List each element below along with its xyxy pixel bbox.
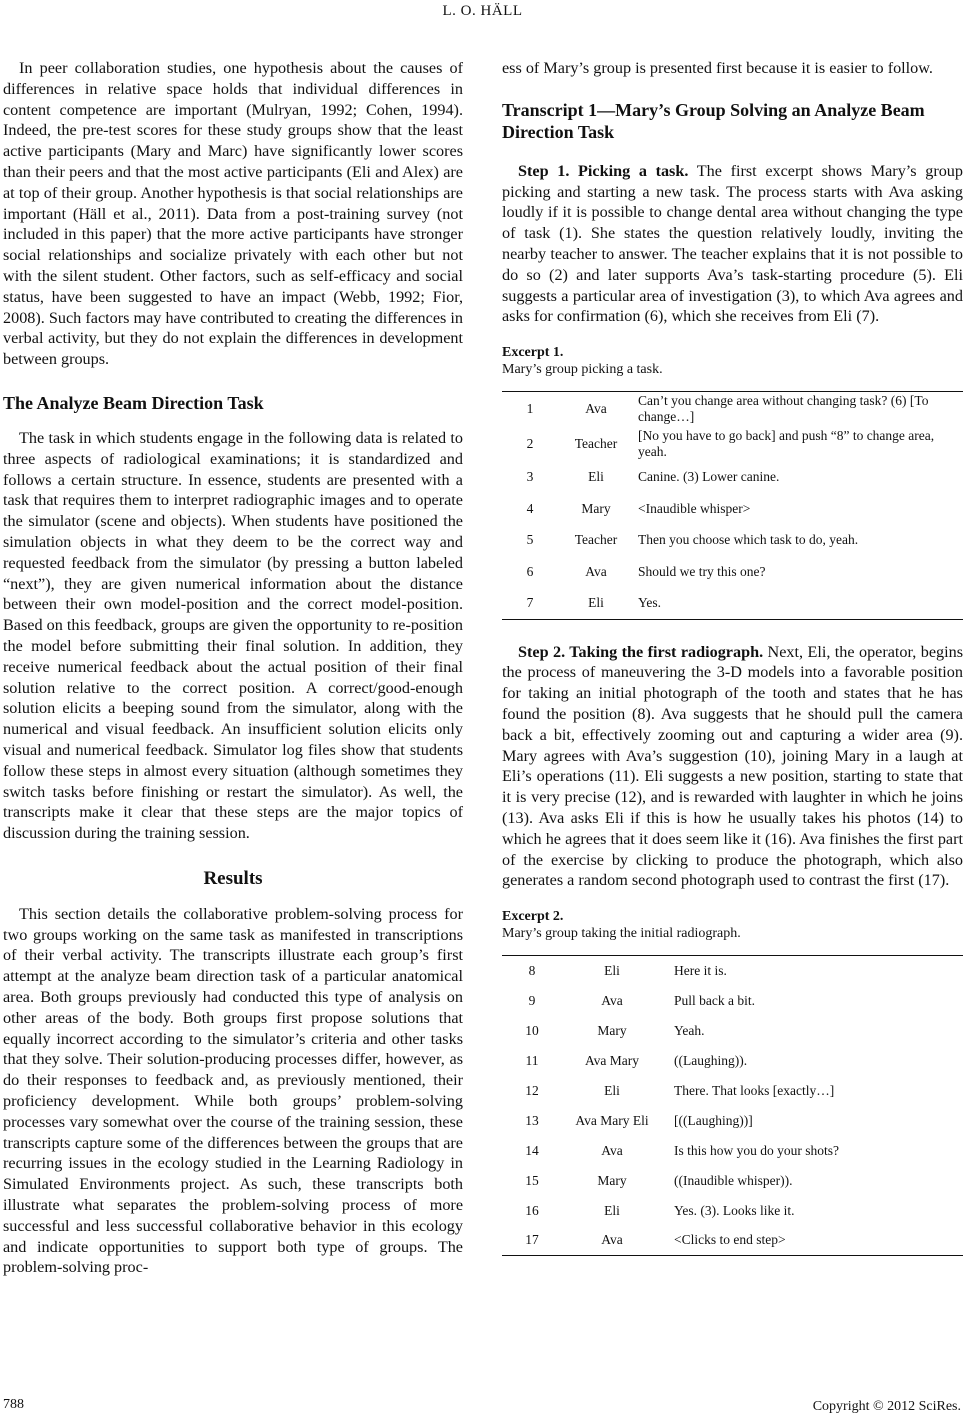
line-number: 10 (525, 1022, 539, 1038)
speaker: Eli (604, 1082, 620, 1098)
table-row (502, 392, 963, 427)
table-row (502, 556, 963, 588)
table-row (502, 525, 963, 557)
utterance: [((Laughing))] (674, 1112, 753, 1128)
speaker: Teacher (574, 436, 618, 452)
line-number: 7 (526, 595, 534, 611)
section-heading-results: Results (203, 867, 263, 889)
line-number: 2 (526, 436, 534, 452)
utterance: Can’t you change area without changing task? (6) [To change…] (638, 393, 929, 425)
line-number: 4 (526, 500, 534, 516)
utterance: Yes. (638, 595, 662, 611)
line-number: 12 (525, 1082, 539, 1098)
speaker: Ava (601, 1142, 623, 1158)
table-row (502, 1136, 963, 1166)
page-number: 788 (3, 1397, 24, 1412)
paragraph-step2 (502, 642, 963, 892)
speaker: Eli (604, 1202, 620, 1218)
utterance: ((Inaudible whisper)). (674, 1172, 793, 1188)
step1-text: The first excerpt shows Mary’s group picking and starting a new task. The process starts with Ava asking loudly if it is possible to change dental area without changing the type of task (1). She states the question relatively loudly, inviting the nearby teacher to answer. The teacher explains that it is not possible to do so (2) and later supports Ava’s task-starting procedure (5). Eli suggests a particular area of investigation (3), to which Ava agrees and asks for confirmation (6), which she receives from Eli (7). (502, 161, 963, 326)
speaker: Ava (601, 1232, 623, 1248)
step1-title: Step 1. Picking a task. (518, 161, 689, 180)
line-number: 17 (525, 1232, 539, 1248)
table-row (502, 1046, 963, 1076)
speaker: Teacher (574, 532, 618, 548)
speaker: Ava (601, 992, 623, 1008)
step2-text: Next, Eli, the operator, begins the process of maneuvering the 3-D models into a favorable position for taking an initial photograph of the tooth and states that he has found the position (8). Ava suggests that he should pull the camera back a bit, effectively zooming out and capturing a wider area (9). Mary agrees with Ava’s suggestion (10), joining Mary in a laugh at Eli’s operations (11). Eli suggests a new position, starting to state that it is very precise (12), and is rewarded with laughter in which he joins (13). Ava asks Eli if this is how he usually takes his photos (14) to which he agrees that it does seem like it (16). Ava finishes the first part of the exercise by clicking to produce the photograph, which also generates a random second photograph used to contrast the first (17). (502, 642, 963, 890)
line-number: 13 (525, 1112, 539, 1128)
utterance: <Inaudible whisper> (638, 500, 751, 516)
section-heading-analyze-beam: The Analyze Beam Direction Task (3, 392, 264, 413)
copyright-notice: Copyright © 2012 SciRes. (812, 1399, 961, 1414)
utterance: Pull back a bit. (674, 992, 755, 1008)
transcript-heading: Transcript 1—Mary’s Group Solving an Analyze Beam Direction Task (502, 99, 925, 142)
table-row (502, 956, 963, 986)
table-row (502, 588, 963, 620)
table-row (502, 1106, 963, 1136)
right-column (502, 58, 963, 1256)
paragraph-results-intro: This section details the collaborative problem-solving process for two groups working on the same task as manifested in transcriptions of their verbal activity. The transcripts illustrate each group’s first attempt at the analyze beam direction task of a particular anatomical area. Both groups previously had conducted this type of analysis on other areas of the body. Both groups first propose solutions that equally incorrect according to the simulator’s criteria and other tasks that they solve. Their solution-producing processes differ, however, as do their responses to feedback and, as previously mentioned, their proficiency development. While both groups’ problem-solving processes vary somewhat over the course of the training session, these transcripts capture some of the differences between the groups that are recurring issues in the ecology studied in the Learning Radiology in Simulated Environments project. As such, these transcripts both illustrate what separates the problem-solving process of more successful and less successful collaborative behavior in this ecology and indicate opportunities to support both type of groups. The problem-solving proc- (3, 904, 463, 1277)
table-row (502, 1076, 963, 1106)
speaker: Eli (604, 962, 620, 978)
excerpt2-caption: Mary’s group taking the initial radiograph. (502, 926, 741, 942)
paragraph-task-description: The task in which students engage in the following data is related to three aspects of radiological examinations; it is standardized and follows a certain structure. In essence, students are presented with a task that requires them to interpret radiographic images and to operate the simulator (scene and objects). When students have positioned the simulation objects in what they deem to be the correct way and requested feedback from the simulator (by pressing a button labeled “next”), they are given numerical information about the distance between their own model-position and the correct model-position. Based on this feedback, groups are given the opportunity to re-position the model before submitting their final solution. In addition, they receive numerical feedback about the actual position of their final solution relative to the correct position. A correct/good-enough solution elicits a beeping sound from the simulator, along with the numerical and visual feedback. An insufficient solution elicits only visual and numerical feedback. Simulator log files show that students follow these steps in almost every situation (although sometimes they switch tasks before finishing or restart the simulator). As well, the transcripts make it clear that these steps are the major topics of discussion during the training session. (3, 428, 463, 843)
table-row (502, 1196, 963, 1226)
table-row (502, 427, 963, 462)
utterance: Then you choose which task to do, yeah. (638, 532, 859, 548)
line-number: 16 (525, 1202, 539, 1218)
left-column (3, 58, 463, 1278)
table-row (502, 493, 963, 525)
running-head: L. O. HÄLL (442, 3, 523, 19)
utterance: <Clicks to end step> (674, 1232, 786, 1248)
line-number: 11 (525, 1052, 539, 1068)
speaker: Ava Mary Eli (575, 1112, 649, 1128)
line-number: 14 (525, 1142, 539, 1158)
excerpt1-table (502, 391, 963, 620)
line-number: 8 (528, 962, 536, 978)
table-row (502, 986, 963, 1016)
step2-title: Step 2. Taking the first radiograph. (518, 642, 764, 661)
speaker: Ava (585, 563, 607, 579)
speaker: Mary (581, 500, 611, 516)
utterance: [No you have to go back] and push “8” to change area, yeah. (638, 428, 935, 460)
speaker: Ava (585, 401, 607, 417)
table-row (502, 462, 963, 494)
excerpt1-label: Excerpt 1. (502, 345, 564, 361)
excerpt2-table (502, 955, 963, 1256)
table-row (502, 1166, 963, 1196)
paragraph-peer-collaboration: In peer collaboration studies, one hypothesis about the causes of differences in relative space holds that individual differences in content competence are important (Mulryan, 1992; Cohen, 1994). Indeed, the pre-test scores for these study groups show that the least active participants (Mary and Marc) have significantly lower scores than their peers and that the most active participants (Eli and Alex) are at top of their group. Another hypothesis is that social relationships are important (Häll et al., 2011). Data from a post-training survey (not included in this paper) that the more active participants have stronger social relationships and socialize privately with each other but not with the silent student. Other factors, such as self-efficacy and social status, have been suggested to have an impact (Webb, 1992; Fior, 2008). Such factors may have contributed to creating the differences in verbal activity, but they do not explain the differences in development between groups. (3, 59, 463, 369)
speaker: Ava Mary (584, 1052, 640, 1068)
utterance: ((Laughing)). (674, 1052, 748, 1068)
line-number: 6 (526, 563, 534, 579)
table-row (502, 1016, 963, 1046)
speaker: Eli (588, 595, 604, 611)
utterance: Yes. (3). Looks like it. (674, 1202, 795, 1218)
utterance: Here it is. (674, 962, 727, 978)
line-number: 15 (525, 1172, 539, 1188)
speaker: Mary (597, 1022, 627, 1038)
utterance: Yeah. (674, 1022, 705, 1038)
table-row (502, 1226, 963, 1256)
line-number: 3 (526, 469, 534, 485)
excerpt2-label: Excerpt 2. (502, 909, 564, 925)
utterance: Canine. (3) Lower canine. (638, 469, 780, 485)
utterance: Is this how you do your shots? (674, 1142, 839, 1158)
excerpt1-caption: Mary’s group picking a task. (502, 362, 663, 378)
speaker: Mary (597, 1172, 627, 1188)
paragraph-step1 (502, 161, 963, 327)
paragraph-continuation: ess of Mary’s group is presented first because it is easier to follow. (502, 59, 933, 77)
speaker: Eli (588, 469, 604, 485)
line-number: 9 (528, 992, 536, 1008)
utterance: Should we try this one? (638, 563, 766, 579)
line-number: 1 (526, 401, 534, 417)
utterance: There. That looks [exactly…] (674, 1082, 835, 1098)
line-number: 5 (526, 532, 534, 548)
